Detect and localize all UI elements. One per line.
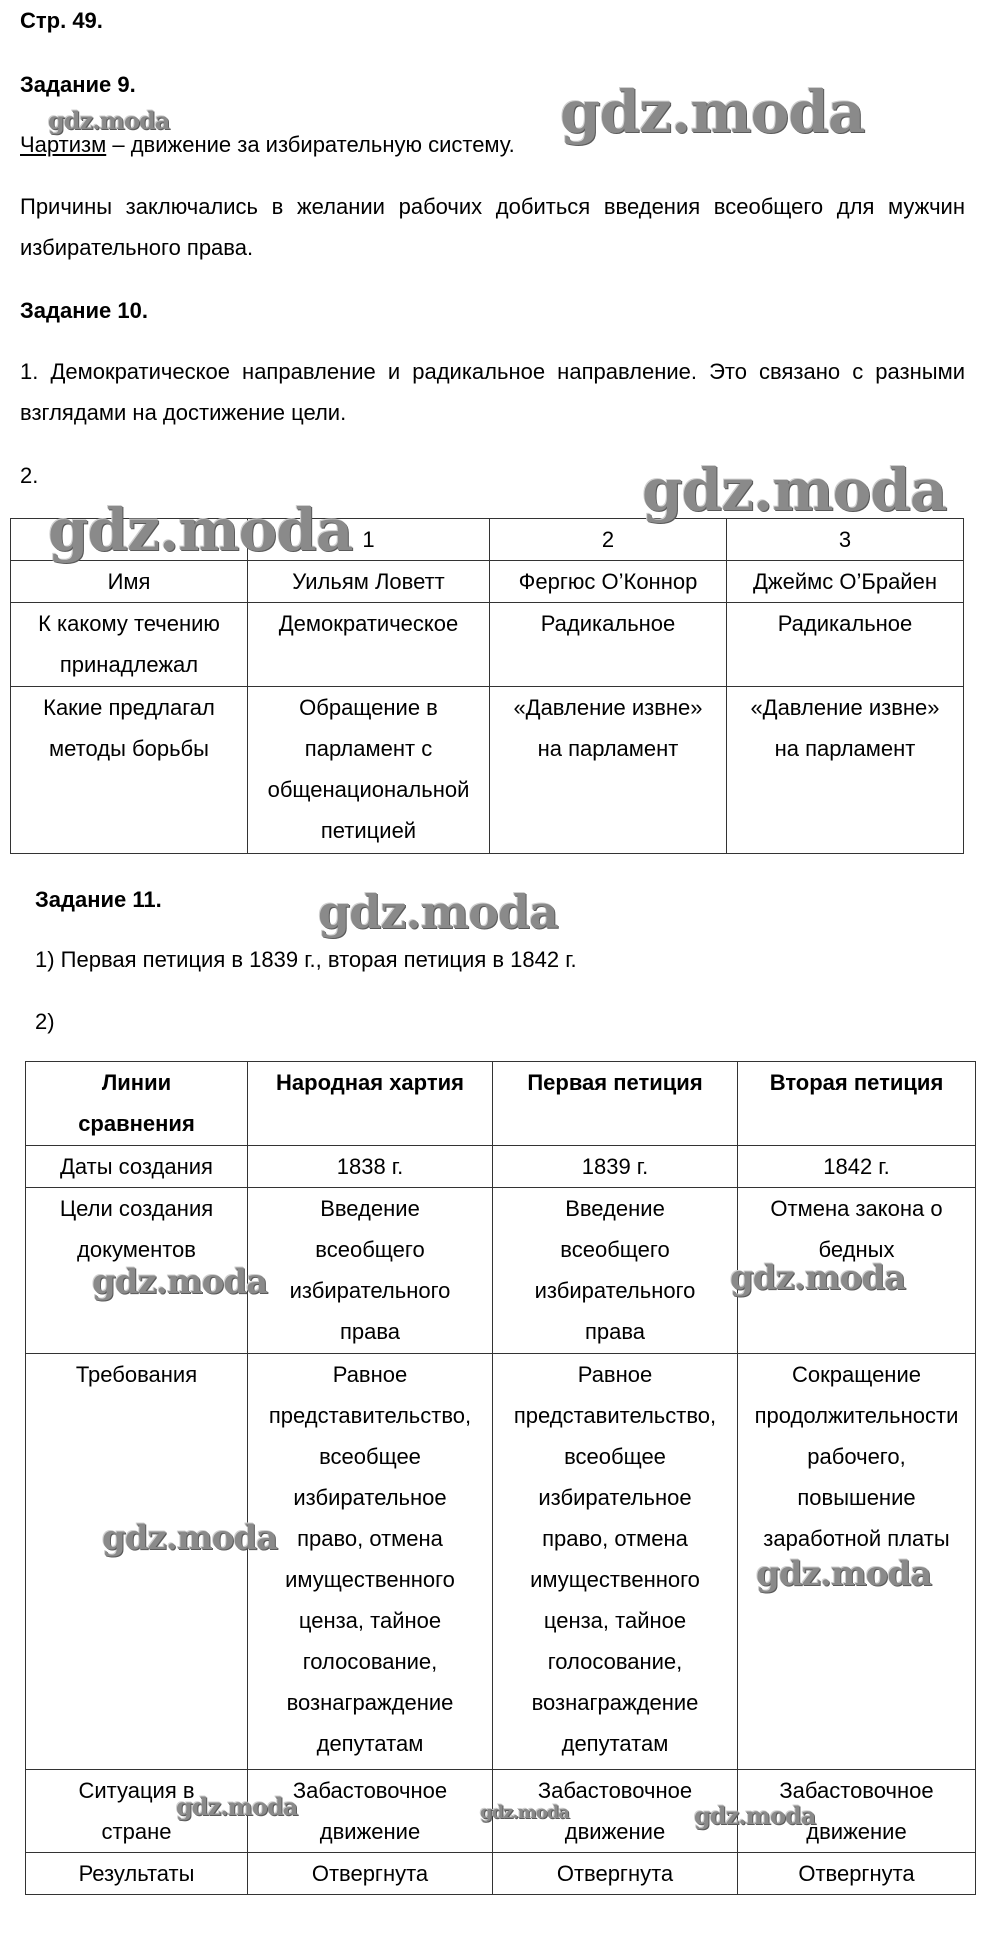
page-number: Стр. 49. xyxy=(20,8,103,33)
table-cell: Народная хартия xyxy=(248,1062,493,1146)
table-cell: Первая петиция xyxy=(493,1062,738,1146)
table-cell: 1839 г. xyxy=(493,1146,738,1188)
watermark: gdz.moda xyxy=(480,1802,569,1823)
table-cell: Даты создания xyxy=(26,1146,248,1188)
chartist-leaders-table xyxy=(10,518,964,854)
table-cell: К какому течению принадлежал xyxy=(11,603,248,687)
task-11-title: Задание 11. xyxy=(35,887,162,912)
task-9-title: Задание 9. xyxy=(20,72,136,97)
watermark: gdz.moda xyxy=(694,1801,816,1830)
table-row xyxy=(11,603,964,687)
table-cell: 1838 г. xyxy=(248,1146,493,1188)
table-cell: Цели создания документов xyxy=(26,1188,248,1354)
table-row xyxy=(26,1354,976,1770)
table-header-row xyxy=(11,519,964,561)
table-cell: Обращение в парламент с общенациональной петицией xyxy=(248,687,490,854)
table-row xyxy=(26,1853,976,1895)
table-cell: Уильям Ловетт xyxy=(248,561,490,603)
table-cell: Введение всеобщего избирательного права xyxy=(493,1188,738,1354)
table-cell: Введение всеобщего избирательного права xyxy=(248,1188,493,1354)
table-cell xyxy=(11,519,248,561)
table-cell: 3 xyxy=(727,519,964,561)
table-cell: Линии сравнения xyxy=(26,1062,248,1146)
watermark: gdz.moda xyxy=(318,885,558,939)
table-row xyxy=(26,1146,976,1188)
table-cell: 2 xyxy=(490,519,727,561)
table-cell: Требования xyxy=(26,1354,248,1770)
table-cell: «Давление извне» на парламент xyxy=(490,687,727,854)
table-cell: Радикальное xyxy=(727,603,964,687)
table-cell: Имя xyxy=(11,561,248,603)
task-11-answer-1: 1) Первая петиция в 1839 г., вторая петиция в 1842 г. xyxy=(35,947,577,972)
task-10-title: Задание 10. xyxy=(20,298,148,323)
table-row xyxy=(26,1770,976,1853)
task-10-label-2: 2. xyxy=(20,463,39,488)
table-cell: Радикальное xyxy=(490,603,727,687)
table-cell: Сокращение продолжительности рабочего, повышение заработной платы xyxy=(738,1354,976,1770)
task-10-answer-1: 1. Демократическое направление и радикальное направление. Это связано с разными взглядами на достижение цели. xyxy=(20,359,965,425)
table-cell: Отвергнута xyxy=(738,1853,976,1895)
table-cell: Результаты xyxy=(26,1853,248,1895)
table-cell: Отвергнута xyxy=(248,1853,493,1895)
petitions-comparison-table xyxy=(25,1061,976,1895)
watermark: gdz.moda xyxy=(756,1554,932,1594)
table-cell: Демократическое xyxy=(248,603,490,687)
watermark: gdz.moda xyxy=(730,1258,906,1298)
term-chartism: Чартизм xyxy=(20,132,107,157)
watermark: gdz.moda xyxy=(92,1262,268,1302)
table-cell: Отвергнута xyxy=(493,1853,738,1895)
definition-text: – движение за избирательную систему. xyxy=(106,132,515,157)
table-cell: Равное представительство, всеобщее избирательное право, отмена имущественного ценза, тайное голосование, вознаграждение депутатам xyxy=(493,1354,738,1770)
watermark: gdz.moda xyxy=(102,1518,278,1558)
task-9-reasons: Причины заключались в желании рабочих добиться введения всеобщего для мужчин избирательного права. xyxy=(20,194,965,260)
table-cell: Забастовочное движение xyxy=(248,1770,493,1853)
table-row xyxy=(26,1188,976,1354)
table-cell: 1 xyxy=(248,519,490,561)
watermark: gdz.moda xyxy=(176,1792,298,1821)
table-cell: Вторая петиция xyxy=(738,1062,976,1146)
watermark: gdz.moda xyxy=(48,106,170,135)
table-cell: Забастовочное движение xyxy=(493,1770,738,1853)
table-row xyxy=(11,561,964,603)
table-cell: Отмена закона о бедных xyxy=(738,1188,976,1354)
table-cell: Джеймс О’Брайен xyxy=(727,561,964,603)
table-row xyxy=(11,687,964,854)
table-header-row xyxy=(26,1062,976,1146)
table-cell: Фергюс О’Коннор xyxy=(490,561,727,603)
table-cell: 1842 г. xyxy=(738,1146,976,1188)
watermark: gdz.moda xyxy=(560,78,865,146)
watermark: gdz.moda xyxy=(642,456,947,524)
watermark: gdz.moda xyxy=(48,496,353,564)
table-cell: Равное представительство, всеобщее избирательное право, отмена имущественного ценза, тайное голосование, вознаграждение депутатам xyxy=(248,1354,493,1770)
table-cell: Ситуация в стране xyxy=(26,1770,248,1853)
table-cell: «Давление извне» на парламент xyxy=(727,687,964,854)
task-11-label-2: 2) xyxy=(35,1009,55,1034)
table-cell: Забастовочное движение xyxy=(738,1770,976,1853)
task-9-definition xyxy=(20,124,515,165)
table-cell: Какие предлагал методы борьбы xyxy=(11,687,248,854)
